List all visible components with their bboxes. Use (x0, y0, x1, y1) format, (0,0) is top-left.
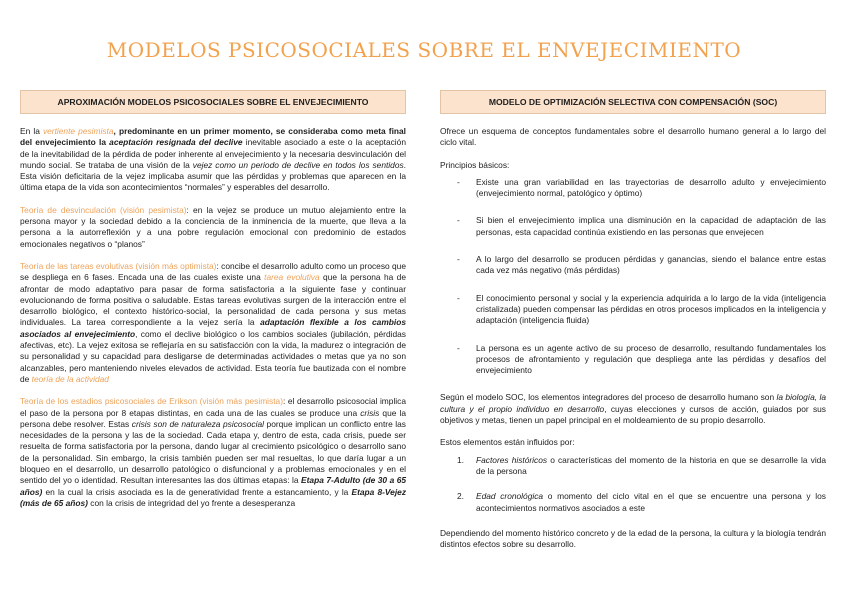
right-section-header: MODELO DE OPTIMIZACIÓN SELECTIVA CON COMPENSACIÓN (SOC) (440, 90, 826, 114)
text: : el desarrollo psicosocial implica el paso de la persona por 8 etapas distintas, en cada una de las cuales se produce una (20, 396, 407, 418)
text: . Esta visión deficitaria de la vejez implicaba asumir que las pérdidas y problemas que aparecen en la última etapa de la vida son acontecimientos “normales” y esperables del desarrollo. (20, 159, 406, 193)
emphasis: la biología, la cultura y el propio individuo en desarrollo (440, 392, 826, 414)
emphasis: crisis son de naturaleza psicosocial (131, 418, 264, 429)
pessimistic-paragraph (20, 126, 406, 194)
developmental-tasks-paragraph (20, 261, 406, 385)
text: con la crisis de integridad del yo frente a desesperanza (87, 497, 296, 508)
erikson-theory-paragraph (20, 396, 406, 509)
text: : concibe el desarrollo adulto como un proceso que se despliega en 6 fases. Encada una de las cuales existe una (20, 260, 406, 283)
left-section-header: APROXIMACIÓN MODELOS PSICOSOCIALES SOBRE EL ENVEJECIMIENTO (20, 90, 406, 114)
text: En la (20, 126, 43, 136)
theory-heading: Teoría de las tareas evolutivas (visión más optimista) (20, 260, 217, 271)
text: , como el declive biológico o los cambios sociales (jubilación, pérdidas afectivas, etc). La vejez exitosa se reflejaría en su satisfacción con la vida, la madurez o integración de su personalidad y su capacidad para desligarse de determinadas actividades o metas que ya no son alcanzables, pero manteniendo niveles elevados de actividad. Esta teoría fue bautizada con el nombre de (20, 328, 406, 384)
emphasis: Etapa 8-Vejez (más de 65 años) (20, 486, 407, 508)
theory-heading: Teoría de desvinculación (visión pesimista) (20, 204, 187, 215)
right-column (440, 90, 826, 561)
page-title: MODELOS PSICOSOCIALES SOBRE EL ENVEJECIMIENTO (106, 38, 742, 62)
highlight-term: teoría de la actividad (31, 373, 109, 384)
theory-heading: Teoría de los estadios psicosociales de Erikson (visión más pesimista) (20, 396, 284, 407)
influence-label: Estos elementos están influidos por: (440, 437, 575, 448)
emphasis: adaptación flexible a los cambios asociados al envejecimiento (20, 317, 406, 339)
principles-label: Principios básicos: (440, 159, 510, 170)
list-item: - Si bien el envejecimiento implica una disminución en la capacidad de adaptación de las personas, esta capacidad continúa existiendo en las personas que envejecen (440, 215, 826, 238)
left-column (20, 90, 406, 520)
emphasis: vejez como un periodo de declive en todos los sentidos (192, 159, 404, 170)
emphasis: aceptación resignada del declive (109, 137, 243, 148)
text: o características del momento de la historia en que se desarrolle la vida de la persona (476, 454, 826, 476)
list-item: - El conocimiento personal y social y la experiencia adquirida a lo largo de la vida (inteligencia cristalizada) pueden compensar las pérdidas en otros procesos implicados en la inteligencia y adaptación (inteligencia fluida) (440, 293, 826, 327)
soc-intro: Ofrece un esquema de conceptos fundamentales sobre el desarrollo humano general a lo largo del ciclo vital. (440, 126, 826, 148)
emphasis: Edad cronológica (476, 491, 544, 502)
text: en la cual la crisis asociada es la de generatividad frente a estancamiento, y la (42, 486, 352, 497)
text: porque implican un conflicto entre las necesidades de la persona y las de la sociedad. Cada etapa y, dentro de esta, cada crisis, puede ser resuelta de forma satisfactoria por la persona, dando lugar al crecimiento psicológico o desarrollo sano de la personalidad. Sin embargo, la crisis también pueden ser mal resueltas, lo que daría lugar a un bloqueo en el desarrollo, un desarrollo patológico o disfuncional y a problemas emocionales y en el sentido del yo o identidad. Resultan interesantes las dos últimas etapas: la (20, 418, 406, 486)
soc-elements-paragraph (440, 392, 826, 426)
text: que la persona ha de afrontar de modo adaptativo para pasar de forma satisfactoria a la siguiente fase y continuar evolucionando de forma positiva o saludable. Estas tareas evolutivas surgen de la interacción entre el desarrollo biológico, el contexto histórico-social, la personalidad de cada persona y sus metas individuales. La tarea correspondiente a la vejez sería la (20, 272, 406, 328)
emphasis: Etapa 7-Adulto (de 30 a 65 años) (20, 475, 407, 497)
list-item (440, 491, 826, 514)
text: inevitable asociado a este o la aceptación de la inevitabilidad de la pérdida de poder inherente al envejecimiento y la necesaria desvinculación del mundo social. Se trataba de una visión de la (20, 137, 406, 170)
text: , predominante en un primer momento, se consideraba como meta final del envejecimiento la (20, 126, 407, 148)
list-item: - La persona es un agente activo de su proceso de desarrollo, resultando fundamentales los procesos de afrontamiento y regulación que despliega ante las pérdidas y desafíos del envejecimiento (440, 343, 826, 377)
disengagement-theory-paragraph (20, 205, 406, 250)
list-item: - Existe una gran variabilidad en las trayectorias de desarrollo adulto y envejecimiento (envejecimiento normal, patológico y óptimo) (440, 177, 826, 200)
highlight-term: vertiente pesimista (42, 126, 114, 136)
emphasis: Factores históricos (476, 454, 548, 465)
text: que la persona debe resolver. Estas (20, 407, 406, 429)
list-item: - A lo largo del desarrollo se producen pérdidas y ganancias, siendo el balance entre estas cada vez más negativo (más pérdidas) (440, 254, 826, 277)
text: , cuyas elecciones y cursos de acción, guiados por sus objetivos y metas, tienen un papel principal en el moldeamiento de su propio desarrollo. (440, 403, 826, 426)
closing-paragraph: Dependiendo del momento histórico concreto y de la edad de la persona, la cultura y la biología tendrán distintos efectos sobre su desarrollo. (440, 527, 826, 550)
highlight-term: tarea evolutiva (264, 272, 320, 283)
text: Según el modelo SOC, los elementos integradores del proceso de desarrollo humano son (440, 392, 777, 403)
list-number: 2. (457, 491, 464, 502)
text: o momento del ciclo vital en el que se encuentre una persona y los acontecimientos normativos asociados a este (476, 491, 826, 513)
principles-list (440, 177, 826, 377)
list-item (440, 455, 826, 478)
emphasis: crisis (360, 407, 380, 418)
text: : en la vejez se produce un mutuo alejamiento entre la persona mayor y la sociedad debido a la conciencia de la inminencia de la muerte, que lleva a la persona a la autorreflexión y a una pobre regulación emocional con predominio de estados emocionales negativos o “planos” (20, 204, 407, 249)
influences-list (440, 455, 826, 514)
list-number: 1. (457, 454, 464, 465)
